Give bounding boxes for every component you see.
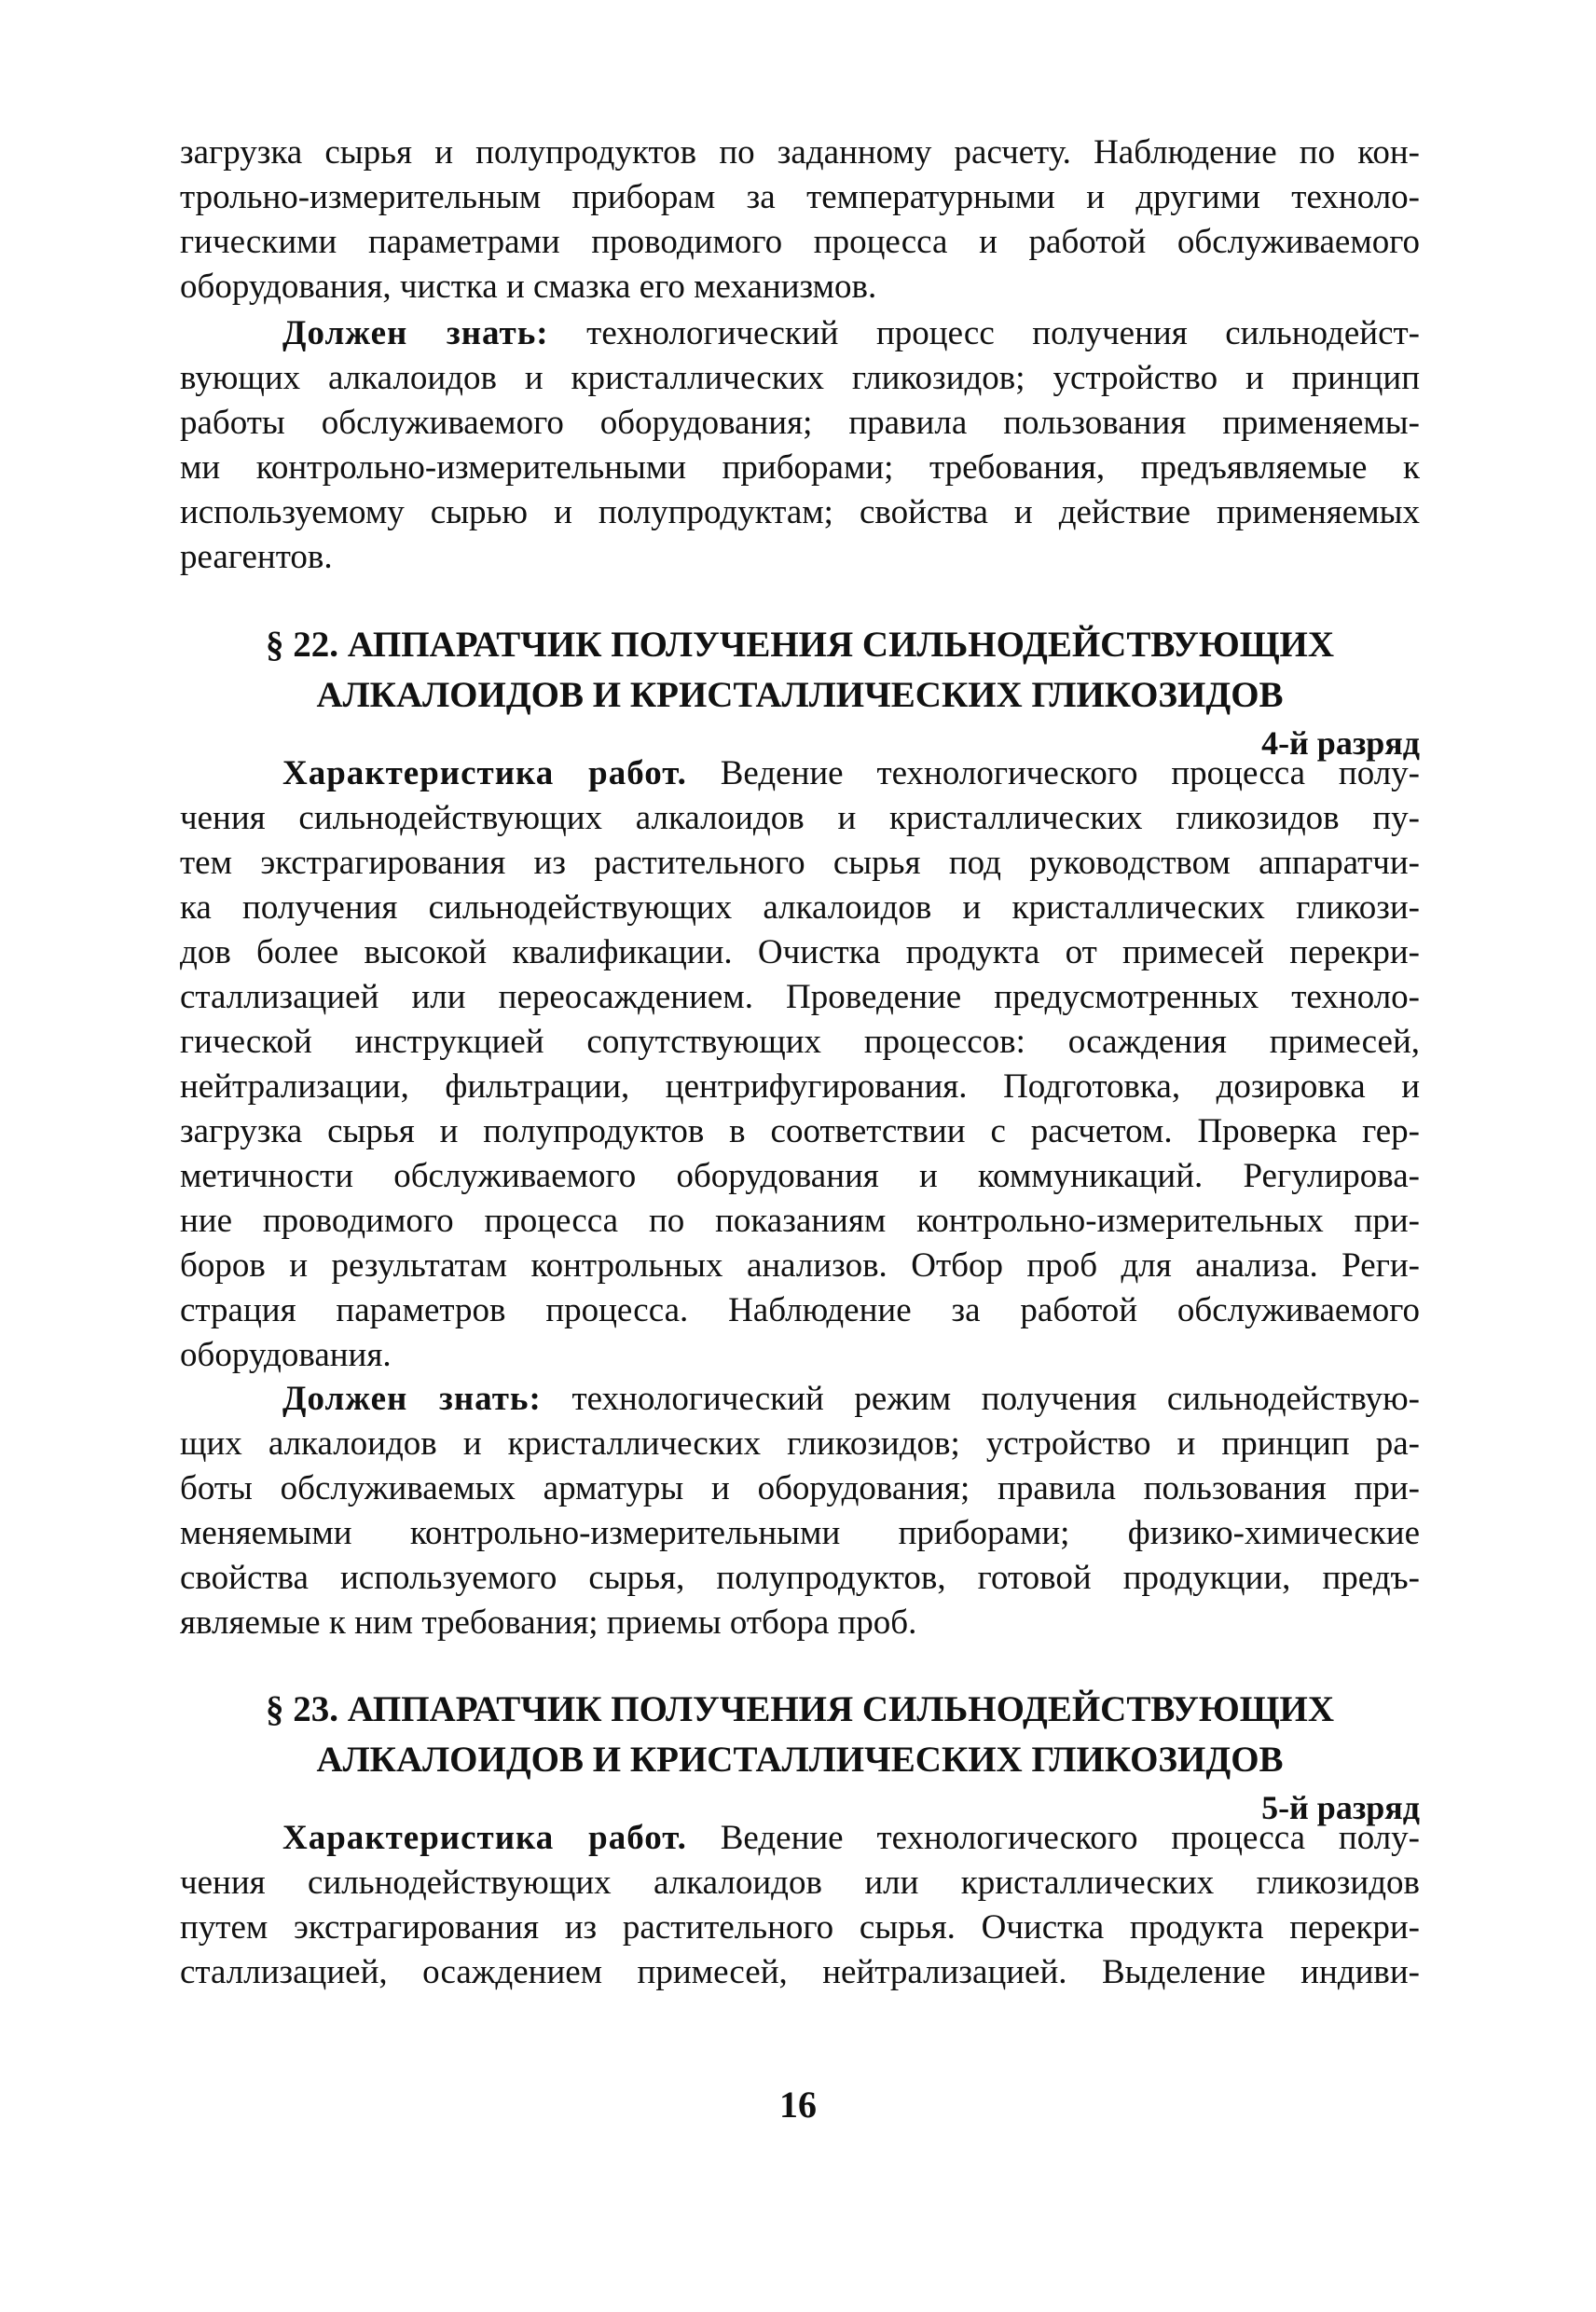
page-number: 16: [779, 2084, 817, 2126]
must-know-label: Должен знать:: [282, 314, 549, 352]
text-line: ка получения сильнодействующих алкалоидов и кристаллических гликози-: [180, 888, 1420, 927]
characteristics-label: Характеристика работ.: [282, 1819, 687, 1857]
text-line: страция параметров процесса. Наблюдение за работой обслуживаемого: [180, 1291, 1420, 1329]
grade-label: 4-й разряд: [1261, 724, 1420, 762]
text-line: чения сильнодействующих алкалоидов и кристаллических гликозидов пу-: [180, 799, 1420, 837]
text-line: тем экстрагирования из растительного сырья под руководством аппаратчи-: [180, 844, 1420, 882]
text-line: загрузка сырья и полупродуктов в соответствии с расчетом. Проверка гер-: [180, 1112, 1420, 1150]
characteristics-label: Характеристика работ.: [282, 754, 687, 792]
text-line: сталлизацией, осаждением примесей, нейтрализацией. Выделение индиви-: [180, 1953, 1420, 1991]
text-run: технологический режим получения сильнодействую-: [541, 1380, 1420, 1418]
text-run: Ведение технологического процесса полу-: [686, 754, 1420, 792]
text-line: [180, 311, 1420, 356]
text-line: метичности обслуживаемого оборудования и коммуникаций. Регулирова-: [180, 1157, 1420, 1195]
section-22: [180, 620, 1420, 765]
text-line: путем экстрагирования из растительного сырья. Очистка продукта перекри-: [180, 1908, 1420, 1947]
text-line: реагентов.: [180, 538, 333, 576]
text-run: Ведение технологического процесса полу-: [686, 1819, 1420, 1857]
section-23-characteristics: [180, 1816, 1420, 1995]
section-heading: § 22. АППАРАТЧИК ПОЛУЧЕНИЯ СИЛЬНОДЕЙСТВУЮЩИХ: [265, 625, 1335, 665]
must-know-label: Должен знать:: [282, 1380, 542, 1418]
section-22-characteristics: [180, 751, 1420, 1378]
text-line: вующих алкалоидов и кристаллических гликозидов; устройство и принцип: [180, 359, 1420, 397]
text-run: технологический процесс получения сильнодейст-: [548, 314, 1420, 352]
text-line: [180, 1377, 1420, 1422]
section-heading: АЛКАЛОИДОВ И КРИСТАЛЛИЧЕСКИХ ГЛИКОЗИДОВ: [316, 675, 1284, 715]
text-line: боты обслуживаемых арматуры и оборудования; правила пользования при-: [180, 1469, 1420, 1507]
text-line: чения сильнодействующих алкалоидов или кристаллических гликозидов: [180, 1864, 1420, 1902]
text-line: загрузка сырья и полупродуктов по заданному расчету. Наблюдение по кон-: [180, 133, 1420, 172]
section-22-knowledge: [180, 1377, 1420, 1645]
text-line: щих алкалоидов и кристаллических гликозидов; устройство и принцип ра-: [180, 1424, 1420, 1463]
section-heading: § 23. АППАРАТЧИК ПОЛУЧЕНИЯ СИЛЬНОДЕЙСТВУЮЩИХ: [265, 1689, 1335, 1729]
text-line: используемому сырью и полупродуктам; свойства и действие применяемых: [180, 493, 1420, 531]
text-line: меняемыми контрольно-измерительными приборами; физико-химические: [180, 1514, 1420, 1552]
text-line: сталлизацией или переосаждением. Проведение предусмотренных техноло-: [180, 978, 1420, 1016]
text-line: оборудования, чистка и смазка его механизмов.: [180, 268, 877, 306]
top-knowledge-paragraph: [180, 311, 1420, 580]
text-line: ми контрольно-измерительными приборами; требования, предъявляемые к: [180, 448, 1420, 487]
grade-label: 5-й разряд: [1261, 1789, 1420, 1826]
text-line: [180, 751, 1420, 796]
text-line: оборудования.: [180, 1336, 392, 1374]
text-line: являемые к ним требования; приемы отбора проб.: [180, 1603, 917, 1642]
text-line: боров и результатам контрольных анализов. Отбор проб для анализа. Реги-: [180, 1246, 1420, 1285]
top-paragraph: [180, 131, 1420, 310]
text-line: ние проводимого процесса по показаниям контрольно-измерительных при-: [180, 1202, 1420, 1240]
section-heading: АЛКАЛОИДОВ И КРИСТАЛЛИЧЕСКИХ ГЛИКОЗИДОВ: [316, 1740, 1284, 1780]
text-line: гическими параметрами проводимого процесса и работой обслуживаемого: [180, 223, 1420, 261]
text-line: нейтрализации, фильтрации, центрифугирования. Подготовка, дозировка и: [180, 1067, 1420, 1106]
text-line: дов более высокой квалификации. Очистка продукта от примесей перекри-: [180, 933, 1420, 971]
text-line: трольно-измерительным приборам за температурными и другими техноло-: [180, 178, 1420, 216]
text-line: работы обслуживаемого оборудования; правила пользования применяемы-: [180, 404, 1420, 442]
text-line: гической инструкцией сопутствующих процессов: осаждения примесей,: [180, 1023, 1420, 1061]
text-line: [180, 1816, 1420, 1861]
text-line: свойства используемого сырья, полупродуктов, готовой продукции, предъ-: [180, 1559, 1420, 1597]
section-23: [180, 1685, 1420, 1830]
